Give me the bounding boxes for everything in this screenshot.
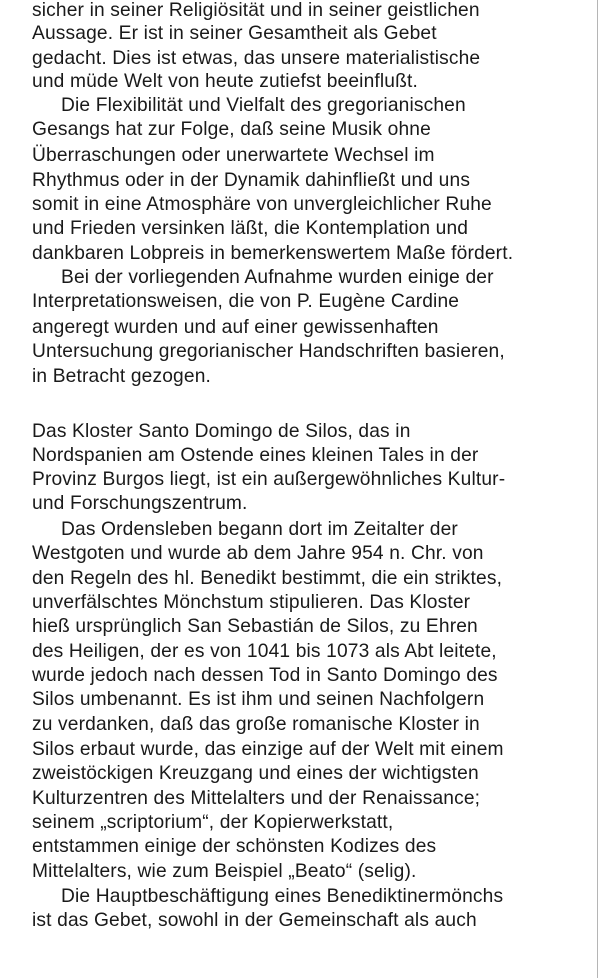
text-line: Mittelalters, wie zum Beispiel „Beato“ (selig). [32, 861, 417, 882]
text-line: gedacht. Dies ist etwas, das unsere materialistische [32, 48, 481, 69]
text-line: Das Ordensleben begann dort im Zeitalter der [61, 519, 458, 540]
text-line: somit in eine Atmosphäre von unvergleichlicher Ruhe [32, 194, 492, 215]
text-line: angeregt wurden und auf einer gewissenhaften [32, 317, 439, 338]
text-line: Westgoten und wurde ab dem Jahre 954 n. Chr. von [32, 543, 484, 564]
text-line: Untersuchung gregorianischer Handschriften basieren, [32, 341, 505, 362]
text-line: und Forschungszentrum. [32, 493, 248, 514]
text-line: des Heiligen, der es von 1041 bis 1073 als Abt leitete, [32, 641, 497, 662]
text-line: Provinz Burgos liegt, ist ein außergewöhnliches Kultur- [32, 469, 506, 490]
text-line: Nordspanien am Ostende eines kleinen Tales in der [32, 445, 479, 466]
text-line: Die Flexibilität und Vielfalt des gregorianischen [61, 95, 466, 116]
text-line: und Frieden versinken läßt, die Kontemplation und [32, 218, 469, 239]
text-line: und müde Welt von heute zutiefst beeinflußt. [32, 71, 418, 92]
text-line: zu verdanken, daß das große romanische Kloster in [32, 714, 480, 735]
text-line: Silos umbenannt. Es ist ihm und seinen Nachfolgern [32, 689, 485, 710]
text-line: Bei der vorliegenden Aufnahme wurden einige der [61, 267, 494, 288]
text-line: Interpretationsweisen, die von P. Eugène Cardine [32, 291, 460, 312]
text-line: ist das Gebet, sowohl in der Gemeinschaft als auch [32, 910, 477, 931]
text-line: seinem „scriptorium“, der Kopierwerkstatt, [32, 812, 394, 833]
text-line: entstammen einige der schönsten Kodizes des [32, 836, 437, 857]
text-line: in Betracht gezogen. [32, 366, 212, 387]
text-line: Aussage. Er ist in seiner Gesamtheit als Gebet [32, 23, 437, 44]
text-line: dankbaren Lobpreis in bemerkenswertem Maße fördert. [32, 243, 514, 264]
text-line: Das Kloster Santo Domingo de Silos, das in [32, 421, 411, 442]
text-line: Silos erbaut wurde, das einzige auf der Welt mit einem [32, 739, 504, 760]
text-line: wurde jedoch nach dessen Tod in Santo Domingo des [32, 665, 498, 686]
text-line: sicher in seiner Religiösität und in seiner geistlichen [32, 0, 480, 21]
text-line: den Regeln des hl. Benedikt bestimmt, die ein striktes, [32, 568, 503, 589]
text-line: Rhythmus oder in der Dynamik dahinfließt und uns [32, 170, 471, 191]
text-line: unverfälschtes Mönchstum stipulieren. Das Kloster [32, 592, 471, 613]
text-line: hieß ursprünglich San Sebastián de Silos, zu Ehren [32, 616, 478, 637]
text-line: Kulturzentren des Mittelalters und der Renaissance; [32, 788, 481, 809]
text-line: Überraschungen oder unerwartete Wechsel im [32, 145, 435, 166]
page-edge-divider [597, 0, 598, 978]
text-line: zweistöckigen Kreuzgang und eines der wichtigsten [32, 763, 479, 784]
text-line: Gesangs hat zur Folge, daß seine Musik ohne [32, 119, 431, 140]
text-line: Die Hauptbeschäftigung eines Benediktinermönchs [61, 886, 504, 907]
